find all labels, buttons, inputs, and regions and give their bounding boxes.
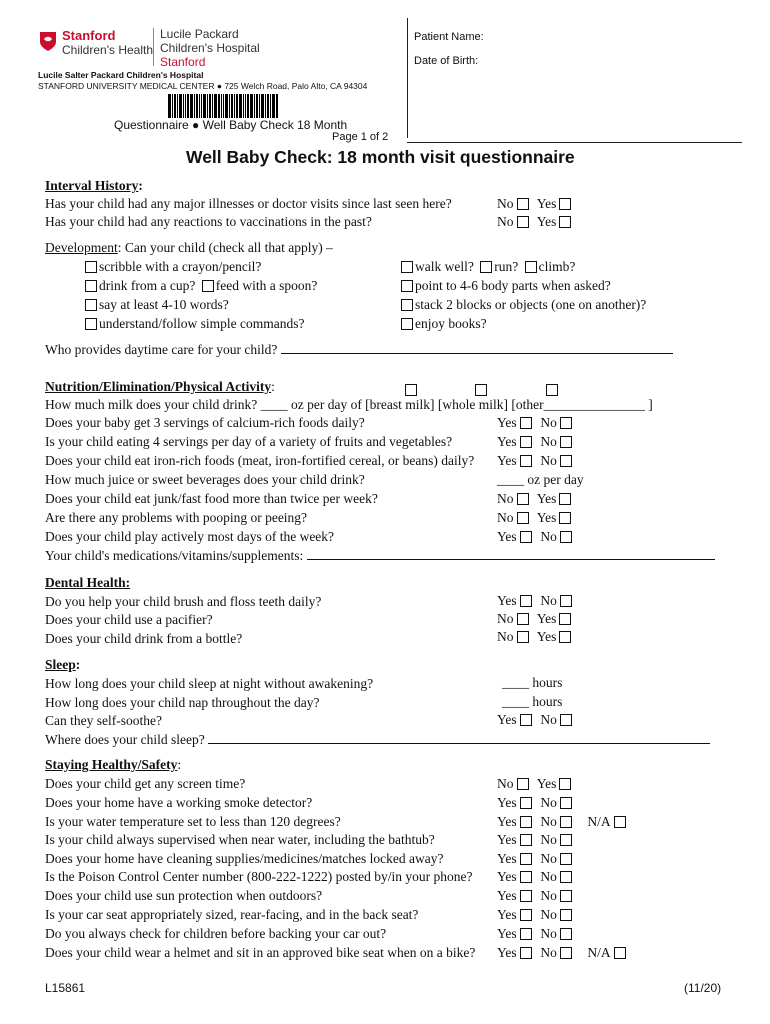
dev-body-parts: point to 4-6 body parts when asked? xyxy=(398,278,611,294)
dental-heading: Dental Health: xyxy=(45,575,131,590)
smoke-answer: Yes No xyxy=(497,795,574,811)
yes-checkbox[interactable] xyxy=(559,198,571,210)
nutrition-fruits: Is your child eating 4 servings per day of a variety of fruits and vegetables? xyxy=(45,434,453,449)
yes-checkbox[interactable] xyxy=(520,714,532,726)
yes-checkbox[interactable] xyxy=(559,216,571,228)
nutrition-pooping: Are there any problems with pooping or peeing? xyxy=(45,510,308,525)
yes-checkbox[interactable] xyxy=(520,890,532,902)
page-label: Page 1 of 2 xyxy=(332,131,389,143)
supervised-answer: Yes No xyxy=(497,832,574,848)
yes-checkbox[interactable] xyxy=(520,797,532,809)
stanford-logo-icon xyxy=(38,30,58,52)
commands-checkbox[interactable] xyxy=(85,318,97,330)
safety-poison: Is the Poison Control Center number (800-222-1222) posted by/in your phone? xyxy=(45,869,473,884)
safety-helmet: Does your child wear a helmet and sit in an approved bike seat when on a bike? xyxy=(45,945,476,960)
yes-checkbox[interactable] xyxy=(520,909,532,921)
sleep-night-hours[interactable]: ____ hours xyxy=(502,675,563,690)
no-checkbox[interactable] xyxy=(560,455,572,467)
no-checkbox[interactable] xyxy=(517,216,529,228)
safety-supervised: Is your child always supervised when near water, including the bathtub? xyxy=(45,832,435,847)
nutrition-meds: Your child's medications/vitamins/supplements: xyxy=(45,548,715,564)
yes-checkbox[interactable] xyxy=(520,455,532,467)
logo-lucile-packard: Lucile Packard xyxy=(160,27,239,41)
sun-answer: Yes No xyxy=(497,888,574,904)
dev-books: enjoy books? xyxy=(398,316,487,332)
pooping-answer: No Yes xyxy=(497,510,573,526)
yes-checkbox[interactable] xyxy=(559,631,571,643)
yes-checkbox[interactable] xyxy=(520,436,532,448)
logo-childrens-hospital: Children's Hospital xyxy=(160,41,260,55)
fruits-answer: Yes No xyxy=(497,434,574,450)
safety-smoke: Does your home have a working smoke detector? xyxy=(45,795,313,810)
hospital-name: Lucile Salter Packard Children's Hospital xyxy=(38,70,204,80)
nutrition-play: Does your child play actively most days of the week? xyxy=(45,529,335,544)
form-subtitle: Questionnaire ● Well Baby Check 18 Month xyxy=(114,118,348,132)
no-checkbox[interactable] xyxy=(560,890,572,902)
calcium-answer: Yes No xyxy=(497,415,574,431)
body-parts-checkbox[interactable] xyxy=(401,280,413,292)
no-checkbox[interactable] xyxy=(560,947,572,959)
dental-pacifier: Does your child use a pacifier? xyxy=(45,612,213,627)
safety-backing: Do you always check for children before backing your car out? xyxy=(45,926,387,941)
no-checkbox[interactable] xyxy=(517,493,529,505)
logo-stanford-text: Stanford xyxy=(62,28,116,43)
patient-box-border xyxy=(407,18,408,138)
development-heading: Development: Can your child (check all that apply) – xyxy=(45,240,333,255)
books-checkbox[interactable] xyxy=(401,318,413,330)
interval-q1: Has your child had any major illnesses or doctor visits since last seen here? xyxy=(45,196,452,211)
nutrition-junk: Does your child eat junk/fast food more than twice per week? xyxy=(45,491,378,506)
climb-checkbox[interactable] xyxy=(525,261,537,273)
nutrition-milk: How much milk does your child drink? ____ oz per day of [breast milk] [whole milk] [other_______________ ] xyxy=(45,397,653,412)
yes-checkbox[interactable] xyxy=(520,871,532,883)
header-checkbox-1[interactable] xyxy=(405,384,417,396)
no-checkbox[interactable] xyxy=(560,714,572,726)
yes-checkbox[interactable] xyxy=(520,947,532,959)
barcode xyxy=(168,94,300,118)
nutrition-iron: Does your child eat iron-rich foods (meat, iron-fortified cereal, or beans) daily? xyxy=(45,453,475,468)
interval-q2-answer: No Yes xyxy=(497,214,573,230)
water-answer: Yes No N/A xyxy=(497,814,628,830)
logo-childrens-health-text: Children's Health xyxy=(62,43,154,57)
dev-scribble: scribble with a crayon/pencil? xyxy=(82,259,261,275)
iron-answer: Yes No xyxy=(497,453,574,469)
yes-checkbox[interactable] xyxy=(559,512,571,524)
walk-checkbox[interactable] xyxy=(401,261,413,273)
no-checkbox[interactable] xyxy=(560,909,572,921)
sleep-where: Where does your child sleep? xyxy=(45,732,710,748)
play-answer: Yes No xyxy=(497,529,574,545)
yes-checkbox[interactable] xyxy=(520,928,532,940)
page-title: Well Baby Check: 18 month visit questionnaire xyxy=(186,147,575,167)
yes-checkbox[interactable] xyxy=(559,493,571,505)
patient-name-label: Patient Name: xyxy=(414,31,484,43)
dev-drink-cup: drink from a cup? feed with a spoon? xyxy=(82,278,317,294)
yes-checkbox[interactable] xyxy=(520,417,532,429)
dob-label: Date of Birth: xyxy=(414,55,479,67)
no-checkbox[interactable] xyxy=(517,631,529,643)
logo-divider xyxy=(153,28,154,66)
no-checkbox[interactable] xyxy=(560,417,572,429)
interval-q1-answer: No Yes xyxy=(497,196,573,212)
yes-checkbox[interactable] xyxy=(520,531,532,543)
safety-sun: Does your child use sun protection when outdoors? xyxy=(45,888,323,903)
no-checkbox[interactable] xyxy=(560,797,572,809)
yes-checkbox[interactable] xyxy=(559,613,571,625)
no-checkbox[interactable] xyxy=(560,853,572,865)
sleep-nap-hours[interactable]: ____ hours xyxy=(502,694,563,709)
footer-code: L15861 xyxy=(45,981,86,995)
na-checkbox[interactable] xyxy=(614,816,626,828)
dev-commands: understand/follow simple commands? xyxy=(82,316,304,332)
no-checkbox[interactable] xyxy=(560,928,572,940)
safety-heading: Staying Healthy/Safety: xyxy=(45,757,182,772)
sleep-soothe: Can they self-soothe? xyxy=(45,713,162,728)
header-checkbox-3[interactable] xyxy=(546,384,558,396)
no-checkbox[interactable] xyxy=(517,613,529,625)
footer-date: (11/20) xyxy=(684,981,722,995)
na-checkbox[interactable] xyxy=(614,947,626,959)
run-checkbox[interactable] xyxy=(480,261,492,273)
yes-checkbox[interactable] xyxy=(520,816,532,828)
helmet-answer: Yes No N/A xyxy=(497,945,628,961)
nutrition-calcium: Does your baby get 3 servings of calcium-rich foods daily? xyxy=(45,415,365,430)
hospital-address: STANFORD UNIVERSITY MEDICAL CENTER ● 725 Welch Road, Palo Alto, CA 94304 xyxy=(38,81,368,91)
feed-spoon-checkbox[interactable] xyxy=(202,280,214,292)
nutrition-heading: Nutrition/Elimination/Physical Activity: xyxy=(45,379,275,394)
dev-stack: stack 2 blocks or objects (one on another)? xyxy=(398,297,646,313)
no-checkbox[interactable] xyxy=(560,595,572,607)
no-checkbox[interactable] xyxy=(517,198,529,210)
stack-checkbox[interactable] xyxy=(401,299,413,311)
sleep-where-input[interactable] xyxy=(208,743,710,744)
yes-checkbox[interactable] xyxy=(559,778,571,790)
no-checkbox[interactable] xyxy=(560,871,572,883)
dev-words: say at least 4-10 words? xyxy=(82,297,229,313)
no-checkbox[interactable] xyxy=(517,778,529,790)
safety-locked: Does your home have cleaning supplies/medicines/matches locked away? xyxy=(45,851,444,866)
yes-checkbox[interactable] xyxy=(520,595,532,607)
meds-input[interactable] xyxy=(307,559,715,560)
soothe-answer: Yes No xyxy=(497,712,574,728)
locked-answer: Yes No xyxy=(497,851,574,867)
no-checkbox[interactable] xyxy=(517,512,529,524)
junk-answer: No Yes xyxy=(497,491,573,507)
yes-checkbox[interactable] xyxy=(520,853,532,865)
pacifier-answer: No Yes xyxy=(497,611,573,627)
yes-checkbox[interactable] xyxy=(520,834,532,846)
drink-cup-checkbox[interactable] xyxy=(85,280,97,292)
screen-answer: No Yes xyxy=(497,776,573,792)
no-checkbox[interactable] xyxy=(560,834,572,846)
brush-answer: Yes No xyxy=(497,593,574,609)
sleep-night: How long does your child sleep at night without awakening? xyxy=(45,676,374,691)
no-checkbox[interactable] xyxy=(560,531,572,543)
nutrition-juice: How much juice or sweet beverages does your child drink? xyxy=(45,472,365,487)
safety-screen: Does your child get any screen time? xyxy=(45,776,246,791)
bottle-answer: No Yes xyxy=(497,629,573,645)
daycare-question: Who provides daytime care for your child? xyxy=(45,342,673,358)
dental-brush: Do you help your child brush and floss teeth daily? xyxy=(45,594,322,609)
scribble-checkbox[interactable] xyxy=(85,261,97,273)
interval-q2: Has your child had any reactions to vaccinations in the past? xyxy=(45,214,372,229)
daycare-input[interactable] xyxy=(281,353,673,354)
patient-box-bottom xyxy=(407,142,742,143)
safety-water: Is your water temperature set to less than 120 degrees? xyxy=(45,814,341,829)
sleep-heading: Sleep: xyxy=(45,657,81,672)
safety-carseat: Is your car seat appropriately sized, rear-facing, and in the back seat? xyxy=(45,907,419,922)
juice-answer[interactable]: ____ oz per day xyxy=(497,472,584,487)
dev-walk-run-climb: walk well? run? climb? xyxy=(398,259,575,275)
carseat-answer: Yes No xyxy=(497,907,574,923)
backing-answer: Yes No xyxy=(497,926,574,942)
no-checkbox[interactable] xyxy=(560,816,572,828)
no-checkbox[interactable] xyxy=(560,436,572,448)
words-checkbox[interactable] xyxy=(85,299,97,311)
dental-bottle: Does your child drink from a bottle? xyxy=(45,631,243,646)
interval-heading: Interval History: xyxy=(45,178,143,193)
poison-answer: Yes No xyxy=(497,869,574,885)
logo-stanford-red: Stanford xyxy=(160,55,206,69)
sleep-nap: How long does your child nap throughout the day? xyxy=(45,695,320,710)
header-checkbox-2[interactable] xyxy=(475,384,487,396)
